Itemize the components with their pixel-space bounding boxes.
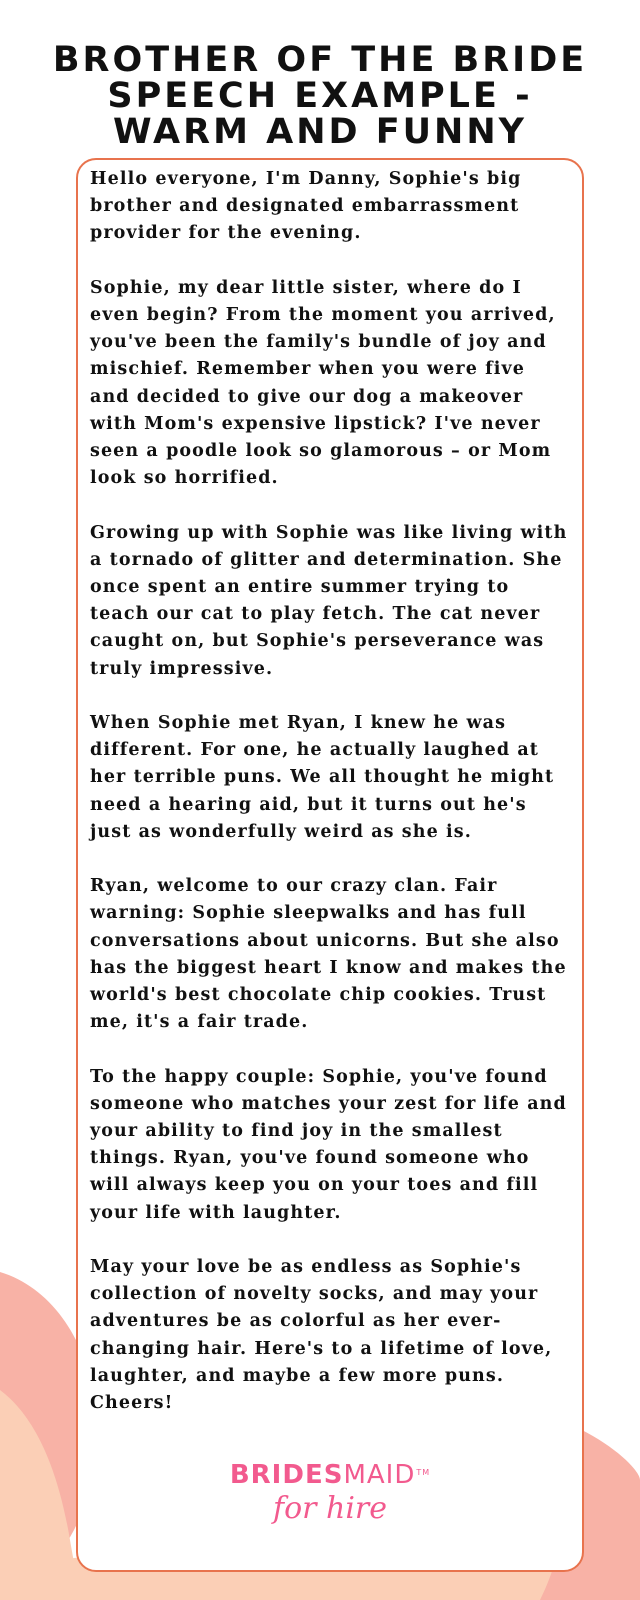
page-title: BROTHER OF THE BRIDE SPEECH EXAMPLE - WARM AND FUNNY <box>52 40 588 152</box>
speech-paragraph: Hello everyone, I'm Danny, Sophie's big brother and designated embarrassment provider for the evening. <box>90 169 522 244</box>
logo-wordmark <box>230 1460 430 1490</box>
speech-paragraph: Sophie, my dear little sister, where do I even begin? From the moment you arrived, you've been the family's bundle of joy and mischief. Remember when you were five and decided to give our dog a makeover with Mom's expensive lipstick? I've never seen a poodle look so glamorous – or Mom look so horrified. <box>90 277 556 489</box>
logo-brides: BRIDES <box>229 1460 344 1490</box>
speech-paragraph: When Sophie met Ryan, I knew he was different. For one, he actually laughed at her terrible puns. We all thought he might need a hearing aid, but it turns out he's just as wonderfully weird as she is. <box>90 713 555 842</box>
speech-paragraph: Ryan, welcome to our crazy clan. Fair warning: Sophie sleepwalks and has full conversations about unicorns. But she also has the biggest heart I know and makes the world's best chocolate chip cookies. Trust me, it's a fair trade. <box>90 876 567 1033</box>
speech-paragraph: Growing up with Sophie was like living with a tornado of glitter and determination. She once spent an entire summer trying to teach our cat to play fetch. The cat never caught on, but Sophie's perseverance was truly impressive. <box>90 522 568 679</box>
bridesmaid-for-hire-logo <box>78 1460 582 1526</box>
speech-paragraph: To the happy couple: Sophie, you've found someone who matches your zest for life and your ability to find joy in the smallest things. Ryan, you've found someone who will always keep you on your toes and fill your life with laughter. <box>90 1066 567 1223</box>
speech-paragraph: May your love be as endless as Sophie's collection of novelty socks, and may your adventures be as colorful as her ever-changing hair. Here's to a lifetime of love, laughter, and maybe a few more puns. Cheers! <box>90 1257 553 1414</box>
logo-trademark: TM <box>416 1468 431 1477</box>
speech-card <box>76 158 584 1572</box>
speech-text <box>90 166 570 1444</box>
logo-maid: MAID <box>343 1460 416 1490</box>
logo-for-hire: for hire <box>272 1491 388 1526</box>
